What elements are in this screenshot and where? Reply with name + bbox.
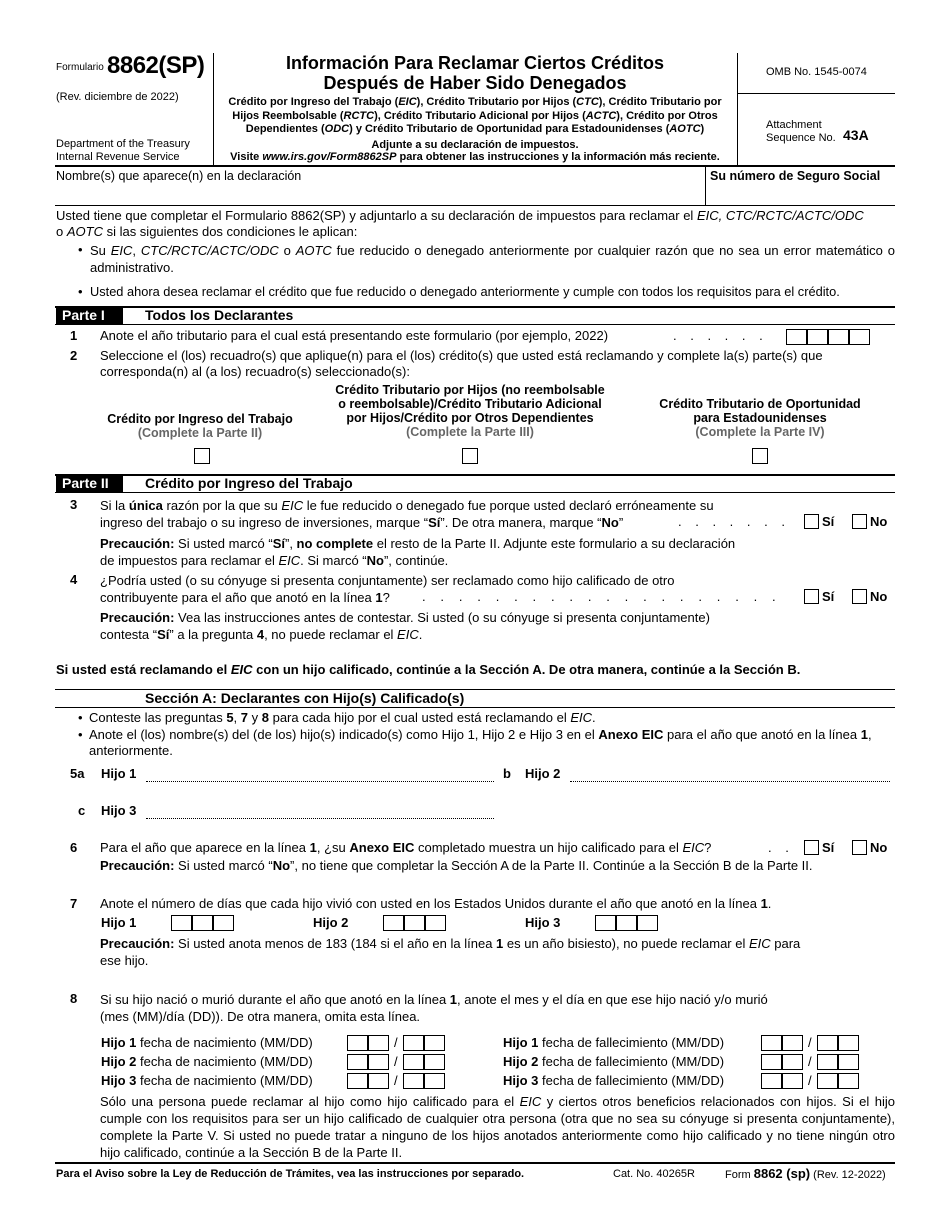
intro-text: Usted tiene que completar el Formulario 8862(SP) y adjuntarlo a su declaración de impuestos para reclamar el EIC, CTC/RCTC/ACTC/ODC o AOTC si las siguientes dos condiciones le aplican: — [56, 208, 864, 239]
section-a-bullet-2: Anote el (los) nombre(s) del (de los) hijo(s) indicado(s) como Hijo 1, Hijo 2 e Hijo 3 en el Anexo EIC para el año que anotó en la línea 1, anteriormente. — [89, 727, 872, 758]
form-title: Información Para Reclamar Ciertos Créditos Después de Haber Sido Denegados — [285, 53, 665, 93]
line3-caution: Precaución: Si usted marcó “Sí”, no complete el resto de la Parte II. Adjunte este formulario a su declaración de impuestos para reclamar el EIC. Si marcó “No”, continúe. — [100, 536, 736, 568]
line4-caution: Precaución: Vea las instrucciones antes de contestar. Si usted (o su cónyuge si presenta conjuntamente) contesta “Sí” a la pregunta 4, no puede reclamar el EIC. — [100, 610, 710, 642]
attachment-sequence: Attachment Sequence No. — [766, 119, 836, 144]
child2-death-label: Hijo 2 fecha de fallecimiento (MM/DD) — [503, 1054, 725, 1069]
catalog-number: Cat. No. 40265R — [613, 1168, 695, 1180]
line6-text: Para el año que aparece en la línea 1, ¿su Anexo EIC completado muestra un hijo calificado para el EIC? — [100, 840, 712, 855]
line-number: 3 — [70, 497, 78, 512]
child1-death-label: Hijo 1 fecha de fallecimiento (MM/DD) — [503, 1035, 725, 1050]
section-a-title: Sección A: Declarantes con Hijo(s) Calificado(s) — [145, 690, 465, 706]
section-routing-note: Si usted está reclamando el EIC con un hijo calificado, continúe a la Sección A. De otra manera, continúe a la Sección B. — [56, 662, 801, 677]
line3-text: Si la única razón por la que su EIC le fue reducido o denegado fue porque usted declaró erróneamente su ingreso del trabajo o su ingreso de inversiones, marque “Sí”. De otra manera, marque “No” — [100, 498, 714, 530]
section-a-bullet-1: Conteste las preguntas 5, 7 y 8 para cada hijo por el cual usted está reclamando el EIC. — [89, 710, 596, 725]
ssn-label: Su número de Seguro Social — [710, 169, 881, 183]
line6-yes-checkbox[interactable] — [804, 840, 819, 855]
part2-title: Crédito por Ingreso del Trabajo — [145, 475, 353, 491]
checkbox-eic[interactable] — [194, 448, 210, 464]
bullet-dot: • — [78, 710, 83, 725]
ssn-input[interactable] — [710, 184, 894, 204]
checkbox-ctc[interactable] — [462, 448, 478, 464]
line6-dots: . . — [768, 840, 794, 855]
child2-birth-label: Hijo 2 fecha de nacimiento (MM/DD) — [101, 1054, 313, 1069]
part1-title: Todos los Declarantes — [145, 307, 294, 323]
no-label: No — [870, 840, 888, 855]
child2-label: Hijo 2 — [313, 915, 349, 930]
line-number: c — [78, 803, 86, 818]
child3-death-label: Hijo 3 fecha de fallecimiento (MM/DD) — [503, 1073, 725, 1088]
part2-label: Parte II — [56, 475, 123, 492]
child1-birth-label: Hijo 1 fecha de nacimiento (MM/DD) — [101, 1035, 313, 1050]
visit-note: Visite www.irs.gov/Form8862SP para obtener las instrucciones y la información más reciente. — [230, 151, 720, 163]
child1-label: Hijo 1 — [101, 915, 137, 930]
line-number: 8 — [70, 991, 78, 1006]
line-number: 5a — [70, 766, 85, 781]
yes-label: Sí — [822, 589, 835, 604]
paperwork-notice: Para el Aviso sobre la Ley de Reducción de Trámites, vea las instrucciones por separado. — [56, 1168, 525, 1180]
part1-label: Parte I — [56, 307, 123, 324]
formulario-label: Formulario — [56, 62, 104, 73]
sequence-number: 43A — [843, 127, 869, 143]
form-subtitle: Crédito por Ingreso del Trabajo (EIC), Crédito Tributario por Hijos (CTC), Crédito Tributario por Hijos Reembolsable (RCTC), Crédito Tributario Adicional por Hijos (ACTC), Crédito por Otros Dependientes (ODC) y Crédito Tributario de Oportunidad para Estadounidenses (AOTC) — [228, 96, 722, 135]
name-label: Nombre(s) que aparece(n) en la declaración — [56, 169, 302, 183]
attach-note: Adjunte a su declaración de impuestos. — [371, 139, 579, 151]
department: Department of the Treasury — [56, 138, 190, 150]
form-number: 8862(SP) — [107, 52, 205, 79]
line8-text: Si su hijo nació o murió durante el año que anotó en la línea 1, anote el mes y el día en que ese hijo nació y/o murió (mes (MM)/día (DD)). De otra manera, omita esta línea. — [100, 992, 768, 1024]
qualifying-child-note: Sólo una persona puede reclamar al hijo como hijo calificado para el EIC y ciertos otros beneficios relacionados con hijos. Si el hijo cumple con los requisitos para ser un hijo calificado de cualquier otra persona (otra que no sea su cónyuge si presenta conjuntamente), complete la Parte V. Si usted no puede tratar a ninguno de los hijos anotados anteriormente como hijo calificado y no tiene ningún otro hijo calificado, continúe a la Sección B de la Parte II. — [100, 1094, 895, 1160]
bullet-dot: • — [78, 727, 83, 742]
no-label: No — [870, 514, 888, 529]
line-number: 2 — [70, 348, 78, 363]
line1-dots: . . . . . . — [673, 328, 768, 343]
child3-label: Hijo 3 — [101, 803, 137, 818]
line3-dots: . . . . . . . — [678, 514, 790, 529]
line3-no-checkbox[interactable] — [852, 514, 867, 529]
line-number: b — [503, 766, 511, 781]
revision-date: (Rev. diciembre de 2022) — [56, 91, 179, 103]
line7-caution: Precaución: Si usted anota menos de 183 (184 si el año en la línea 1 es un año bisiesto), no puede reclamar el EIC para ese hijo. — [100, 936, 801, 968]
omb-number: OMB No. 1545-0074 — [766, 66, 867, 78]
line4-text: ¿Podría usted (o su cónyuge si presenta conjuntamente) ser reclamado como hijo calificado de otro contribuyente para el año que anotó en la línea 1? — [100, 573, 675, 605]
child2-label: Hijo 2 — [525, 766, 561, 781]
no-label: No — [870, 589, 888, 604]
line4-dots: . . . . . . . . . . . . . . . . . . . . — [422, 589, 782, 604]
credit-aotc-column: Crédito Tributario de Oportunidad para Estadounidenses (Complete la Parte IV) — [659, 397, 861, 439]
line-number: 7 — [70, 896, 78, 911]
footer-form-id: Form 8862 (sp) (Rev. 12-2022) — [725, 1166, 886, 1181]
intro-bullet-1: Su EIC, CTC/RCTC/ACTC/ODC o AOTC fue reducido o denegado anteriormente por cualquier razón que no sea un error matemático o administrativo. — [90, 243, 895, 275]
child1-label: Hijo 1 — [101, 766, 137, 781]
child3-label: Hijo 3 — [525, 915, 561, 930]
name-input[interactable] — [56, 184, 704, 204]
bullet-dot: • — [78, 284, 83, 299]
credit-ctc-column: Crédito Tributario por Hijos (no reembolsable o reembolsable)/Crédito Tributario Adicional por Hijos/Crédito por Otros Dependientes (Complete la Parte III) — [335, 383, 605, 439]
child3-name-input[interactable] — [146, 818, 494, 819]
checkbox-aotc[interactable] — [752, 448, 768, 464]
intro-bullet-2: Usted ahora desea reclamar el crédito que fue reducido o denegado anteriormente y cumple con todos los requisitos para el crédito. — [90, 284, 840, 299]
yes-label: Sí — [822, 514, 835, 529]
line6-no-checkbox[interactable] — [852, 840, 867, 855]
line-number: 1 — [70, 328, 78, 343]
line7-text: Anote el número de días que cada hijo vivió con usted en los Estados Unidos durante el año que anotó en la línea 1. — [100, 896, 772, 911]
child2-name-input[interactable] — [570, 781, 890, 782]
line1-text: Anote el año tributario para el cual está presentando este formulario (por ejemplo, 2022) — [100, 328, 609, 343]
credit-eic-column: Crédito por Ingreso del Trabajo (Complete la Parte II) — [107, 412, 293, 440]
line4-no-checkbox[interactable] — [852, 589, 867, 604]
child1-name-input[interactable] — [146, 781, 494, 782]
line2-text: Seleccione el (los) recuadro(s) que aplique(n) para el (los) crédito(s) que usted está reclamando y complete la(s) parte(s) que corresponda(n) al (a los) recuadro(s) seleccionado(s): — [100, 348, 823, 379]
line-number: 6 — [70, 840, 78, 855]
line-number: 4 — [70, 572, 78, 587]
line6-caution: Precaución: Si usted marcó “No”, no tiene que completar la Sección A de la Parte II. Continúe a la Sección B de la Parte II. — [100, 858, 813, 873]
bullet-dot: • — [78, 242, 83, 257]
line3-yes-checkbox[interactable] — [804, 514, 819, 529]
yes-label: Sí — [822, 840, 835, 855]
irs-name: Internal Revenue Service — [56, 151, 180, 163]
child3-birth-label: Hijo 3 fecha de nacimiento (MM/DD) — [101, 1073, 313, 1088]
line4-yes-checkbox[interactable] — [804, 589, 819, 604]
